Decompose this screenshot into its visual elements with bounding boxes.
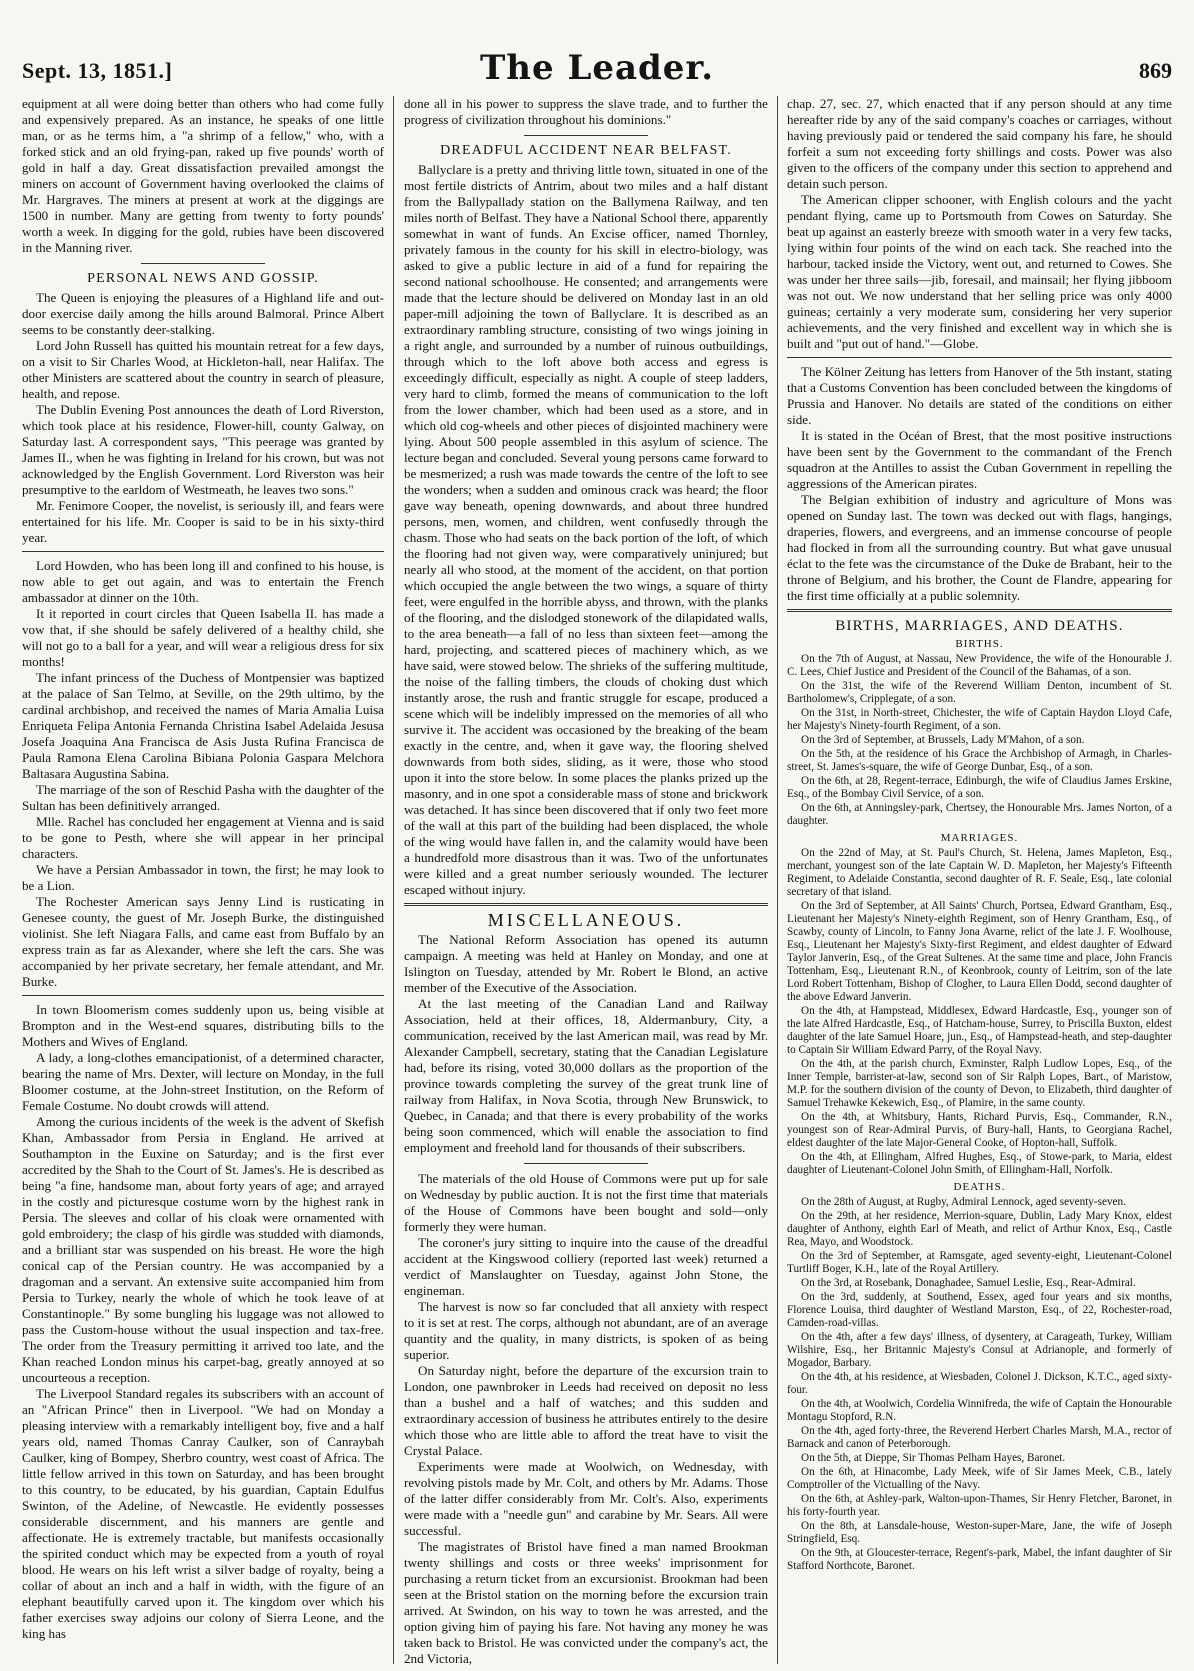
subsection-heading: BIRTHS. [955, 638, 1004, 650]
column-1 [22, 96, 384, 1668]
column-3 [787, 96, 1172, 1668]
divider [141, 263, 264, 264]
paragraph: The materials of the old House of Commons were put up for sale on Wednesday by public auction. It is not the first time that materials of the House of Commons have been bought and sold—only formerly they were human. [404, 1171, 768, 1234]
paragraph: The Liverpool Standard regales its subscribers with an account of an "African Prince" then in Liverpool. "We had on Monday a pleasing interview with a remarkably intelligent boy, five and a half years old, named Thomas Canray Caulker, son of Canraybah Caulker, king of Bompey, Sherbro country, west coast of Africa. The little fellow arrived in this town on Saturday, and has been brought to this country, to be educated, by his guardian, Captain Edulfus Swinton, of the Adeline, of Newcastle. He evidently possesses considerable discernment, and his manners are gentle and affectionate. He is extremely tractable, but manifests occasionally the spirited conduct which may be expected from a youth of royal blood. He wears on his left wrist a silver badge of royalty, being a collar of about an inch and a half in width, with the figure of an elephant beautifully carved upon it. The kingdom over which his father exercises sway adjoins our colony of Sierra Leone, and the king has [22, 1386, 384, 1641]
notice: On the 22nd of May, at St. Paul's Church, St. Helena, James Mapleton, Esq., merchant, youngest son of the late Captain W. D. Mapleton, her Majesty's Fifteenth Regiment, to Adelaide Constantia, second daughter of R. F. Seale, Esq., late colonial secretary of that island. [787, 847, 1172, 898]
notice: On the 4th, at Ellingham, Alfred Hughes, Esq., of Stowe-park, to Maria, eldest daughter of Lieutenant-Colonel John Smith, of Ellingham-Hall, Norfolk. [787, 1151, 1172, 1176]
paragraph: A lady, a long-clothes emancipationist, of a determined character, bearing the name of Mrs. Dexter, will lecture on Monday, in the full Bloomer costume, at the John-street Institution, on the Reform of Female Costume. No doubt crowds will attend. [22, 1050, 384, 1113]
subsection-heading: DEATHS. [953, 1181, 1006, 1193]
notice: On the 28th of August, at Rugby, Admiral Lennock, aged seventy-seven. [801, 1196, 1126, 1208]
divider [404, 903, 768, 906]
divider [524, 1163, 648, 1164]
article-continuation: equipment at all were doing better than others who had come fully and expensively prepared. As an instance, he speaks of one little man, or as he terms him, a "a shrimp of a fellow," who, with a forked stick and an old frying-pan, raked up five pounds' worth of gold in half a day. Great dissatisfaction prevailed amongst the miners on account of Government having overlooked the claims of Mr. Hargraves. The miners at present at work at the diggings are 1500 in number. Many are getting from twenty to forty pounds' worth a week. In digging for the gold, rubies have been discovered in the Manning river. [22, 96, 384, 255]
notice: On the 7th of August, at Nassau, New Providence, the wife of the Honourable J. C. Lees, Chief Justice and President of the Council of the Bahamas, of a son. [787, 653, 1172, 678]
subsection-heading: MARRIAGES. [940, 832, 1019, 844]
notice: On the 31st, the wife of the Reverend William Denton, incumbent of St. Bartholomew's, Cripplegate, of a son. [787, 680, 1172, 705]
paragraph: Mlle. Rachel has concluded her engagement at Vienna and is said to be gone to Pesth, where she will appear in her principal characters. [22, 814, 384, 861]
notice: On the 3rd, at Rosebank, Donaghadee, Samuel Leslie, Esq., Rear-Admiral. [801, 1277, 1136, 1289]
paragraph: The Queen is enjoying the pleasures of a Highland life and out-door exercise daily among the hills around Balmoral. Prince Albert seems to be constantly deer-stalking. [22, 290, 384, 337]
notice: On the 9th, at Gloucester-terrace, Regent's-park, Mabel, the infant daughter of Sir Stafford Northcote, Baronet. [787, 1547, 1172, 1572]
paragraph: The marriage of the son of Reschid Pasha with the daughter of the Sultan has been definitively arranged. [22, 782, 384, 813]
notice: On the 6th, at 28, Regent-terrace, Edinburgh, the wife of Claudius James Erskine, Esq., of the Bombay Civil Service, of a son. [787, 775, 1172, 800]
paragraph: The coroner's jury sitting to inquire into the cause of the dreadful accident at the Kingswood colliery (reported last week) returned a verdict of Manslaughter on Tuesday, against John Stone, the engineman. [404, 1235, 768, 1298]
notice: On the 6th, at Hinacombe, Lady Meek, wife of Sir James Meek, C.B., lately Comptroller of the Victualling of the Navy. [787, 1466, 1172, 1491]
paragraph: The infant princess of the Duchess of Montpensier was baptized at the palace of San Telmo, at Seville, on the 29th ultimo, by the cardinal archbishop, and received the names of Maria Amalia Luisa Enriqueta Felipa Antonia Fernanda Christina Isabel Adelaida Jesusa Josefa Joaquina Ana Francisca de Asis Justa Rufina Francisca de Paula Ramona Elena Carolina Bibiana Polonia Gaspara Melchora Baltasara Augustina Sabina. [22, 670, 384, 781]
notice: On the 4th, at his residence, at Wiesbaden, Colonel J. Dickson, K.T.C., aged sixty-four. [787, 1371, 1172, 1396]
section-heading: DREADFUL ACCIDENT NEAR BELFAST. [440, 143, 732, 158]
notice: On the 3rd of September, at Ramsgate, aged seventy-eight, Lieutenant-Colonel Turtliff Boger, K.H., late of the Royal Artillery. [787, 1250, 1172, 1275]
notice: On the 8th, at Lansdale-house, Weston-super-Mare, Jane, the wife of Joseph Stringfield, Esq. [787, 1520, 1172, 1545]
section-heading: MISCELLANEOUS. [487, 910, 685, 930]
paragraph: At the last meeting of the Canadian Land and Railway Association, held at their offices, 18, Aldermanbury, City, a communication, received by the last American mail, was read by Mr. Alexander Campbell, secretary, stating that the Canadian Legislature had, before its rising, voted 30,000 dollars as the proportion of the province towards completing the survey of the great trunk line of railway from Halifax, in Nova Scotia, through New Brunswick, to Quebec, in Canada; and that there is every probability of the works being soon commenced, which will enable the association to find employment and freehold land for thousands of their subscribers. [404, 996, 768, 1155]
paragraph: The Dublin Evening Post announces the death of Lord Riverston, which took place at his residence, Flower-hill, county Galway, on Saturday last. A correspondent says, "This peerage was granted by James II., when he was fighting in Ireland for his crown, but was not acknowledged by the English Government. Lord Riverston was heir presumptive to the earldom of Westmeath, he leaves two sons." [22, 402, 384, 497]
paragraph: Lord John Russell has quitted his mountain retreat for a few days, on a visit to Sir Charles Wood, at Hickleton-hall, near Halifax. The other Ministers are scattered about the country in search of pleasure, health, and repose. [22, 338, 384, 401]
paragraph: It it reported in court circles that Queen Isabella II. has made a vow that, if she should be safely delivered of a healthy child, she will not go to a ball for a year, and will wear a religious dress for six months! [22, 606, 384, 669]
paragraph: Ballyclare is a pretty and thriving little town, situated in one of the most fertile districts of Antrim, about two miles and a half distant from the Ballypallady station on the Ballymena Railway, and ten miles north of Belfast. They have a National School there, apparently somewhat in want of funds. An Excise officer, named Thornley, privately famous in the county for his skill in electro-biology, was asked to give a public lecture in aid of a fund for repairing the second national schoolhouse. He consented; and arrangements were made that the lecture should be delivered on Monday last in an old paper-mill adjoining the town of Ballyclare. It is described as an extraordinary rambling structure, consisting of two wings joining in a right angle, and surrounded by a number of ruinous outbuildings, through which to the loft above both access and egress is exceedingly difficult, especially as night. A couple of steep ladders, very hard to climb, formed the means of communication to the loft from the lower chamber, which had been used as a store, and in which old cog-wheels and other pieces of disjointed machinery were lying. About 500 people assembled in this asylum of science. The lecture began and concluded. Several young persons came forward to be mesmerized; a rush was made towards the centre of the loft to see the wonders; when a sudden and ominous crack was heard; the floor gave way beneath, opening downwards, and about three hundred persons, men, women, and children, went confusedly through the chasm. Those who had seats on the back portion of the loft, of which the flooring had not given way, were comparatively uninjured; but nearly all who stood, at the moment of the accident, on that portion which occupied the angle between the two wings, a square of thirty feet, were engulfed in the horrible abyss, and thrown, with the planks of the flooring, and the dislodged stonework of the dilapidated walls, to the area beneath—a fall of no less than sixteen feet—among the hard, projecting, and scattered pieces of machinery which, as we have said, were stowed below. The shrieks of the suffering multitude, the noise of the falling timbers, the clouds of choking dust which instantly arose, the rush and frantic struggle for escape, produced a scene which will be indelibly impressed on the memories of all who survive it. The accident was occasioned by the breaking of the beam exactly in the centre, and, when it gave way, the flooring shelved downwards from both sides, sliding, as it were, those who stood upon it into the store below. In some places the planks prized up the masonry, and in one spot a considerable mass of stone and brickwork was detached. It has since been discovered that if only two feet more of the wall at this part of the building had been displaced, the whole of the wing would have fallen in, and the calamity would have been a hundredfold more disastrous than it was. Two of the unfortunates were killed and a great number seriously wounded. The lecturer escaped without injury. [404, 162, 768, 897]
divider [22, 995, 384, 996]
divider [787, 357, 1172, 358]
paragraph: The Belgian exhibition of industry and agriculture of Mons was opened on Sunday last. The town was decked out with flags, hangings, draperies, flowers, and evergreens, and an immense concourse of people had flocked in from all the surrounding country. But what gave unusual éclat to the fete was the circumstance of the Duke de Brabant, heir to the throne of Belgium, and his brother, the Count de Flandre, appearing for the first time officially at a public solemnity. [787, 492, 1172, 603]
notice: On the 29th, at her residence, Merrion-square, Dublin, Lady Mary Knox, eldest daughter of Anthony, eighth Earl of Meath, and relict of Arthur Knox, Esq., Castle Rea, Mayo, and Woodstock. [787, 1210, 1172, 1248]
notice: On the 5th, at Dieppe, Sir Thomas Pelham Hayes, Baronet. [801, 1452, 1066, 1464]
divider [787, 609, 1172, 612]
paragraph: In town Bloomerism comes suddenly upon us, being visible at Brompton and in the West-end squares, distributing bills to the Mothers and Wives of England. [22, 1002, 384, 1049]
notice: On the 4th, aged forty-three, the Reverend Herbert Charles Marsh, M.A., rector of Barnack and canon of Peterborough. [787, 1425, 1172, 1450]
paragraph: The American clipper schooner, with English colours and the yacht pendant flying, came up to Portsmouth from Cowes on Saturday. She beat up against an easterly breeze with smooth water in a very few tacks, lying within four points of the wind on each tack. She reached into the harbour, tacked inside the Victory, went out, and returned to Cowes. She was under her three sails—jib, foresail, and mainsail; her flying jibboom was not out. We now understand that her selling price was only 4000 guineas; certainly a very moderate sum, considering her very superior achievements, and the very finished and excellent way in which she is built and "put out of hand."—Globe. [787, 192, 1172, 351]
notice: On the 6th, at Anningsley-park, Chertsey, the Honourable Mrs. James Norton, of a daughter. [787, 802, 1172, 827]
article-continuation: done all in his power to suppress the slave trade, and to further the progress of civilization throughout his dominions." [404, 96, 768, 127]
notice: On the 3rd of September, at All Saints' Church, Portsea, Edward Grantham, Esq., Lieutenant her Majesty's Ninety-eighth Regiment, son of Henry Grantham, Esq., of Scawby, county of Lincoln, to Fanny Jona Avarne, relict of the late J. F. Woolhouse, Esq., Lieutenant her Majesty's Sixty-first Regiment, and eldest daughter of Edward Taylor Janverin, Esq., of the Great Sultenes. At the same time and place, John Francis Tottenham, Esq., Lieutenant R.N., of Keonbrook, county of Leitrim, son of the late Lord Robert Tottenham, Bishop of Clogher, to Laura Ellen Dodd, second daughter of the above Edward Janverin. [787, 900, 1172, 1003]
paragraph: We have a Persian Ambassador in town, the first; he may look to be a Lion. [22, 862, 384, 893]
column-divider [777, 96, 778, 1664]
section-heading: PERSONAL NEWS AND GOSSIP. [87, 271, 319, 286]
newspaper-title: The Leader. [479, 48, 715, 88]
notice: On the 4th, after a few days' illness, of dysentery, at Carageath, Turkey, William Wilshire, Esq., her Britannic Majesty's Consul at Adrianople, and formerly of Mogador, Barbary. [787, 1331, 1172, 1369]
paragraph: It is stated in the Océan of Brest, that the most positive instructions have been sent by the Government to the commandant of the French squadron at the Antilles to assist the Cuban Government in repelling the aggressions of the American pirates. [787, 428, 1172, 491]
notice: On the 4th, at the parish church, Exminster, Ralph Ludlow Lopes, Esq., of the Inner Temple, barrister-at-law, second son of Sir Ralph Lopes, Bart., of Maristow, M.P. for the southern division of the county of Devon, to Elizabeth, third daughter of Samuel Trehawke Kekewich, Esq., of Plamire, in the same county. [787, 1058, 1172, 1109]
paragraph: Mr. Fenimore Cooper, the novelist, is seriously ill, and fears were entertained for his life. Mr. Cooper is said to be in his sixty-third year. [22, 498, 384, 545]
page-number: 869 [1139, 58, 1172, 83]
article-continuation: chap. 27, sec. 27, which enacted that if any person should at any time hereafter ride by any of the said company's coaches or carriages, without having previously paid or tendered the said company his fare, he should forfeit a sum not exceeding forty shillings and costs. Power was also given to the officers of the company under this section to apprehend and detain such person. [787, 96, 1172, 191]
paragraph: The Kölner Zeitung has letters from Hanover of the 5th instant, stating that a Customs Convention has been concluded between the kingdoms of Prussia and Hanover. No details are stated of the conditions on either side. [787, 364, 1172, 427]
divider [524, 135, 648, 136]
column-divider [393, 96, 394, 1664]
notice: On the 3rd of September, at Brussels, Lady M'Mahon, of a son. [801, 734, 1085, 746]
notices [787, 638, 1172, 1573]
paragraph: Among the curious incidents of the week is the advent of Skefish Khan, Ambassador from Persia in England. He arrived at Southampton in the Euxine on Saturday; and is the first ever accredited by the Shah to the Court of St. James's. He is described as being "a fine, handsome man, about forty years of age; and arrayed in the costly and picturesque costume worn by the highest rank in Persia. The sleeves and collar of his cloak were ornamented with gold embroidery; the clasp of his girdle was studded with diamonds, and a brilliant star was suspended on his breast. He wore the high conical cap of the Persian country. He was accompanied by a dragoman and a servant. An extensive suite accompanied him from Persia to Turkey, nearly the whole of which he took leave of at Constantinople." By some bungling his luggage was not allowed to pass the Custom-house without the usual inspection and tax-free. The order from the Treasury permitting it arrived too late, and the Khan reached London minus his carpet-bag, greatly annoyed at so uncourteous a reception. [22, 1114, 384, 1385]
issue-date: Sept. 13, 1851.] [22, 58, 173, 83]
paragraph: On Saturday night, before the departure of the excursion train to London, one pawnbroker in Leeds had received on deposit no less than a bushel and a half of watches; and this sudden and extraordinary accession of business he attributes entirely to the desire which those who are little able to afford the treat have to visit the Crystal Palace. [404, 1363, 768, 1458]
section-heading: BIRTHS, MARRIAGES, AND DEATHS. [835, 618, 1124, 634]
notice: On the 4th, at Hampstead, Middlesex, Edward Hardcastle, Esq., younger son of the late Alfred Hardcastle, Esq., of Hatcham-house, Surrey, to Priscilla Buxton, eldest daughter of the late Samuel Hoare, jun., Esq., of Hampstead-heath, and step-daughter to Captain Sir William Edward Parry, of the Royal Navy. [787, 1005, 1172, 1056]
notice: On the 4th, at Whitsbury, Hants, Richard Purvis, Esq., Commander, R.N., youngest son of Rear-Admiral Purvis, of Bury-hall, Hants, to Georgiana Rachel, eldest daughter of the late Major-General Cooke, of Hopton-hall, Suffolk. [787, 1111, 1172, 1149]
paragraph: The National Reform Association has opened its autumn campaign. A meeting was held at Hanley on Monday, and one at Islington on Tuesday, attended by Mr. Robert le Blond, an active member of the Executive of the Association. [404, 932, 768, 995]
notice: On the 4th, at Woolwich, Cordelia Winnifreda, the wife of Captain the Honourable Montagu Stopford, R.N. [787, 1398, 1172, 1423]
paragraph: The harvest is now so far concluded that all anxiety with respect to it is set at rest. The corps, although not abundant, are of an average quantity and the quality, in many districts, is spoken of as being superior. [404, 1299, 768, 1362]
column-2 [404, 96, 768, 1668]
paragraph: The magistrates of Bristol have fined a man named Brookman twenty shillings and costs or three weeks' imprisonment for purchasing a return ticket from an excursionist. Brookman had been seen at the Bristol station on the morning before the excursion train arrived. At Swindon, on his way to town he was arrested, and the option giving him of paying his fare. Not having any money he was taken back to Bristol. He was convicted under the company's act, the 2nd Victoria, [404, 1539, 768, 1666]
notice: On the 3rd, suddenly, at Southend, Essex, aged four years and six months, Florence Louisa, third daughter of Westland Marston, Esq., of 22, Rochester-road, Camden-road-villas. [787, 1291, 1172, 1329]
paragraph: The Rochester American says Jenny Lind is rusticating in Genesee county, the guest of Mr. Joseph Burke, the distinguished violinist. She left Niagara Falls, and came east from Buffalo by an express train as far as Alexander, where she left the cars. She was accompanied by her private secretary, her female attendant, and Mr. Burke. [22, 894, 384, 989]
divider [22, 551, 384, 552]
paragraph: Lord Howden, who has been long ill and confined to his house, is now able to get out again, and was to entertain the French ambassador at dinner on the 10th. [22, 558, 384, 605]
notice: On the 5th, at the residence of his Grace the Archbishop of Armagh, in Charles-street, St. James's-square, the wife of George Dunbar, Esq., of a son. [787, 748, 1172, 773]
notice: On the 6th, at Ashley-park, Walton-upon-Thames, Sir Henry Fletcher, Baronet, in his forty-fourth year. [787, 1493, 1172, 1518]
notice: On the 31st, in North-street, Chichester, the wife of Captain Haydon Lloyd Cafe, her Majesty's Ninety-fourth Regiment, of a son. [787, 707, 1172, 732]
masthead [22, 48, 1172, 88]
paragraph: Experiments were made at Woolwich, on Wednesday, with revolving pistols made by Mr. Colt, and others by Mr. Adams. Those of the latter differ considerably from Mr. Colt's. Also, experiments were made with a "needle gun" and carabine by Mr. Sears. All were successful. [404, 1459, 768, 1538]
